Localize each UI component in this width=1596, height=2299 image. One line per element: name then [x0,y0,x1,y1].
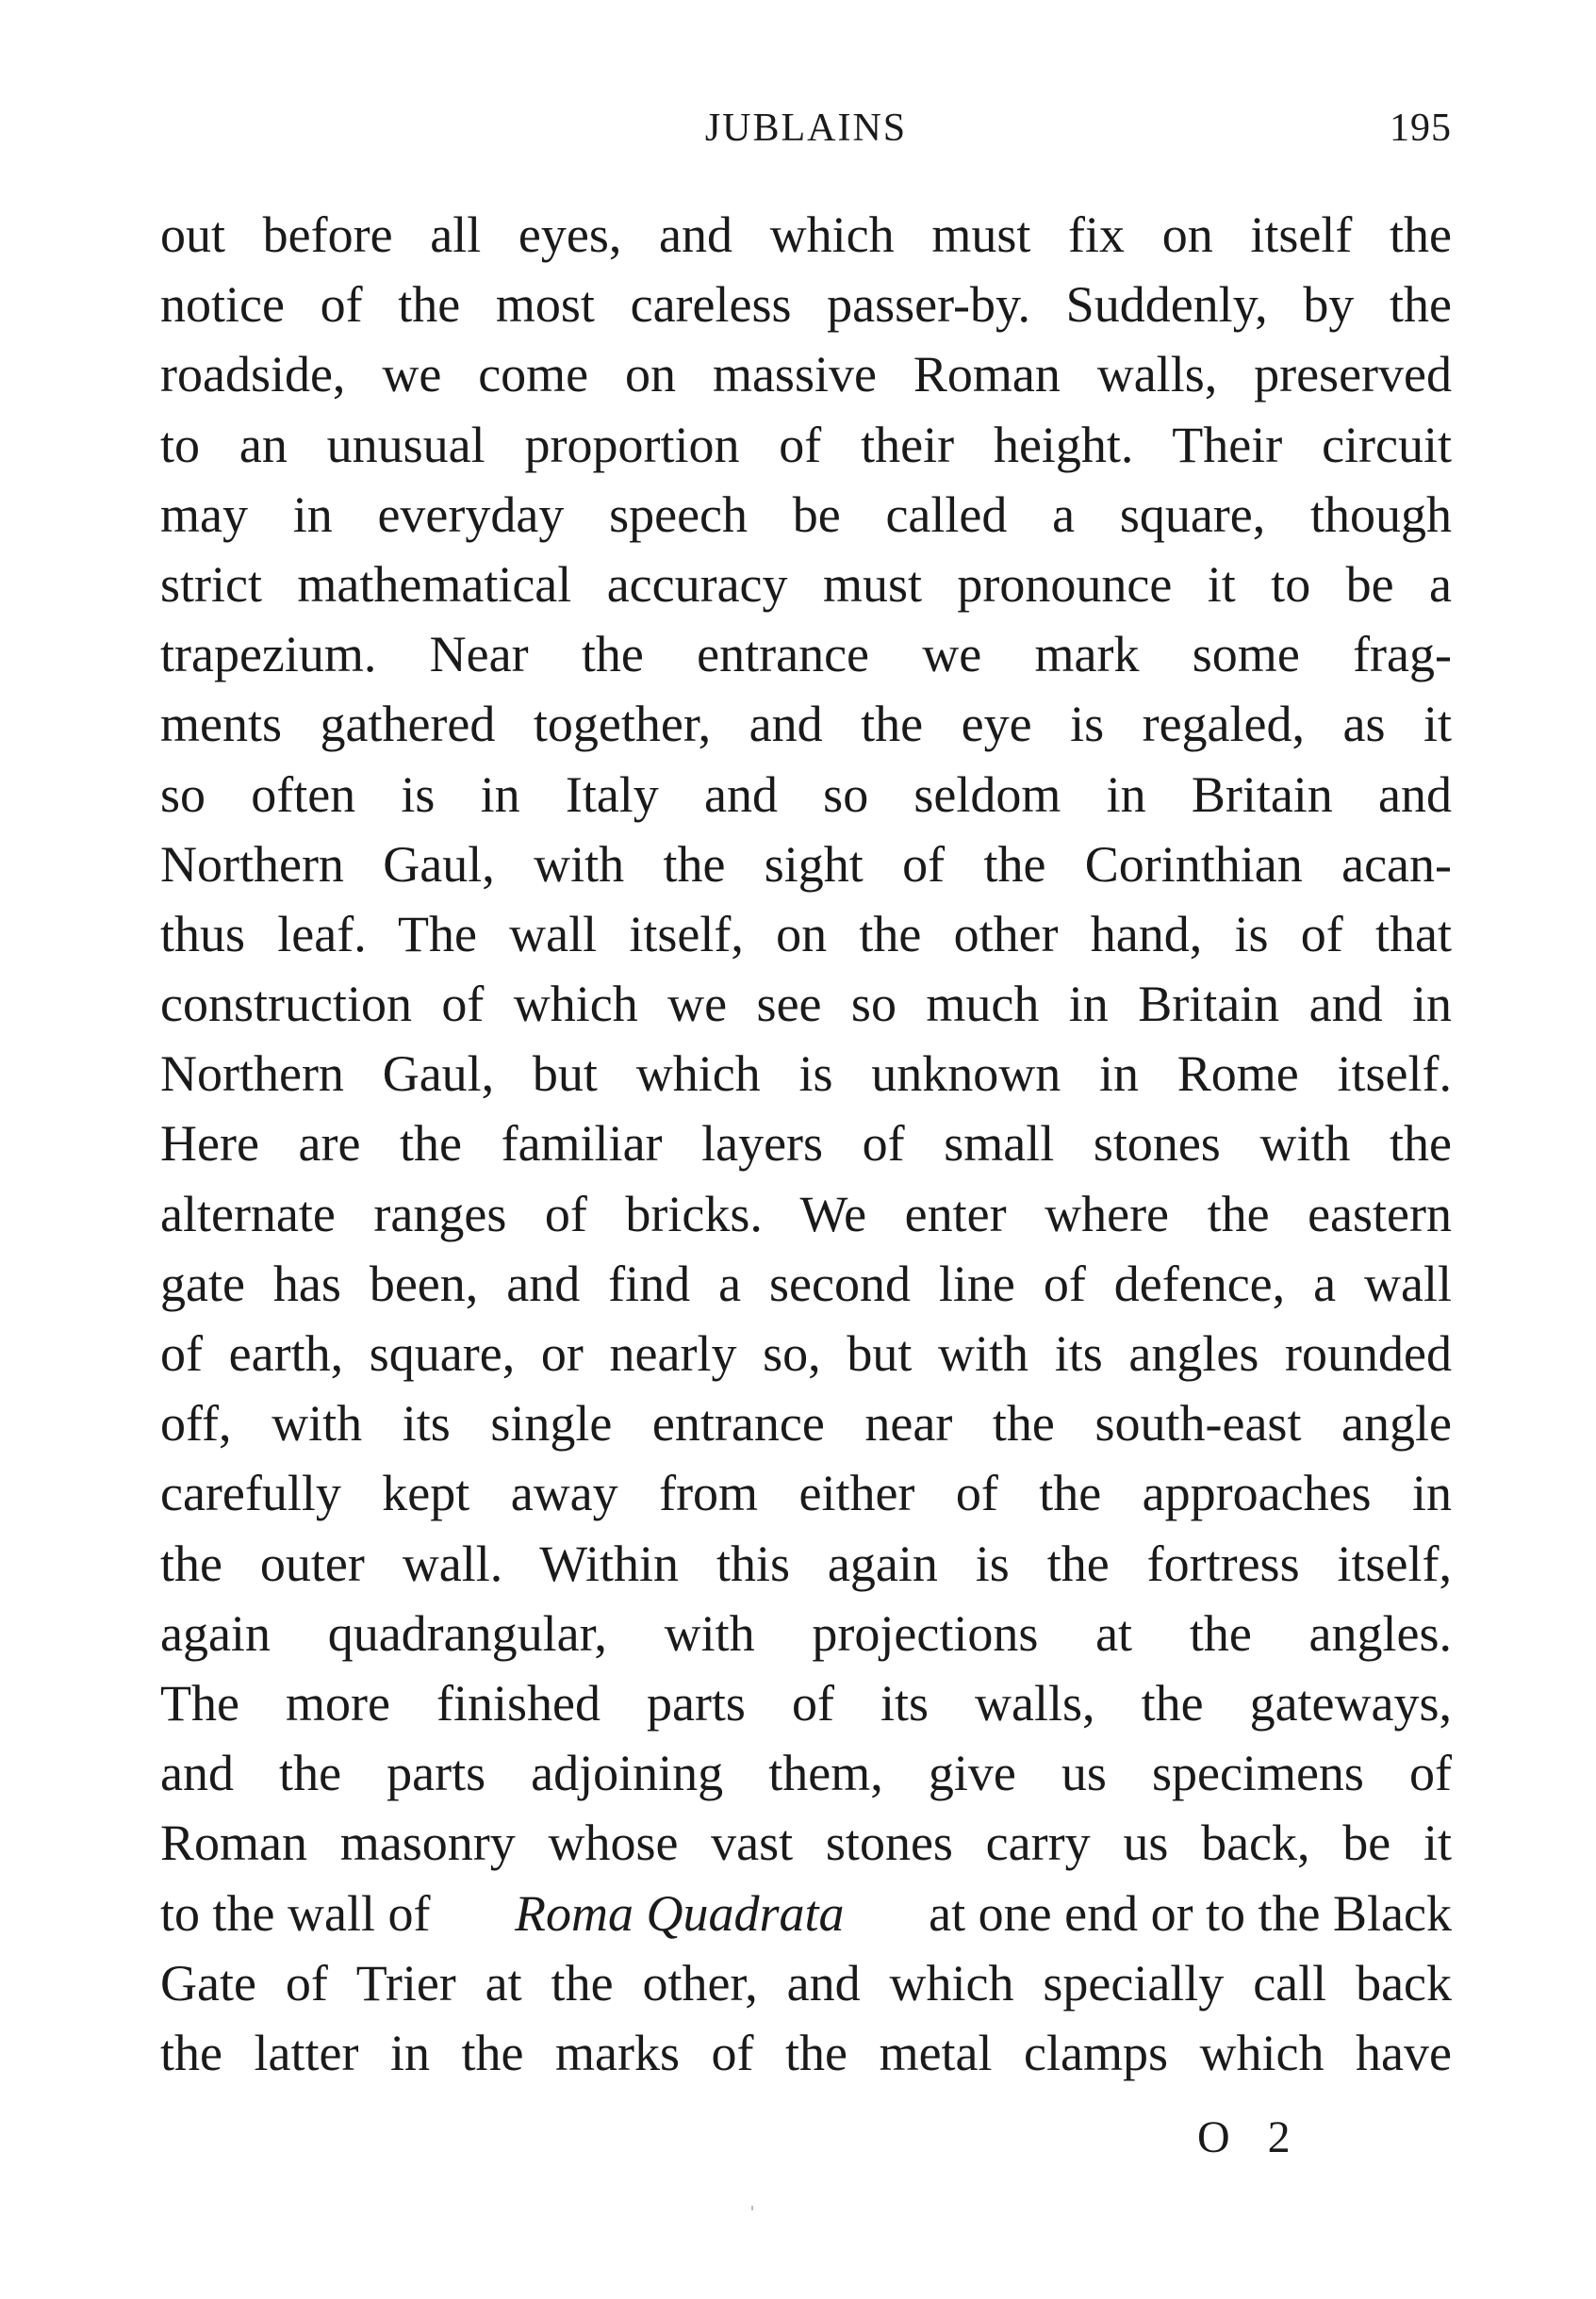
text-line: The more finished parts of its walls, the gateways, [160,1674,1452,1732]
text-line: alternate ranges of bricks. We enter where the eastern [160,1185,1452,1242]
text-line: gate has been, and find a second line of defence, a wall [160,1255,1452,1312]
text-line: so often is in Italy and so seldom in Britain and [160,765,1452,823]
text-line: to an unusual proportion of their height. Their circuit [160,416,1452,473]
text-line: trapezium. Near the entrance we mark some frag- [160,626,1452,683]
text-line-with-italic [160,1879,1452,1948]
text-line: Gate of Trier at the other, and which specially call back [160,1954,1452,2012]
text-line: Here are the familiar layers of small stones with the [160,1115,1452,1173]
text-line: of earth, square, or nearly so, but with its angles rounded [160,1325,1452,1382]
running-head [160,106,1452,162]
text-line: and the parts adjoining them, give us specimens of [160,1745,1452,1802]
text-line: roadside, we come on massive Roman walls, preserved [160,346,1452,403]
text-fragment: at one end or to the Black [929,1884,1452,1942]
text-line: Northern Gaul, with the sight of the Corinthian acan- [160,835,1452,893]
text-line: Roman masonry whose vast stones carry us back, be it [160,1815,1452,1872]
body-text [160,200,1452,2088]
text-line: notice of the most careless passer-by. Suddenly, by the [160,276,1452,334]
italic-phrase: Roma Quadrata [515,1884,845,1942]
text-line: the latter in the marks of the metal clamps which have [160,2024,1452,2081]
page-number: 195 [1390,107,1452,150]
text-line: carefully kept away from either of the approaches in [160,1465,1452,1522]
text-line: construction of which we see so much in Britain and in [160,976,1452,1033]
text-line: ments gathered together, and the eye is regaled, as it [160,696,1452,753]
signature-mark: O 2 [1197,2112,1304,2162]
text-line: the outer wall. Within this again is the fortress itself, [160,1535,1452,1592]
text-line: off, with its single entrance near the south-east angle [160,1395,1452,1453]
text-line: again quadrangular, with projections at the angles. [160,1604,1452,1662]
text-line: Northern Gaul, but which is unknown in Rome itself. [160,1045,1452,1103]
paper-speck [751,2206,753,2210]
text-fragment: to the wall of [160,1884,431,1942]
text-line: may in everyday speech be called a square, though [160,485,1452,543]
running-title: JUBLAINS [704,107,908,150]
text-line: out before all eyes, and which must fix on itself the [160,206,1452,263]
text-line: strict mathematical accuracy must pronounce it to be a [160,555,1452,613]
text-line: thus leaf. The wall itself, on the other hand, is of that [160,905,1452,962]
